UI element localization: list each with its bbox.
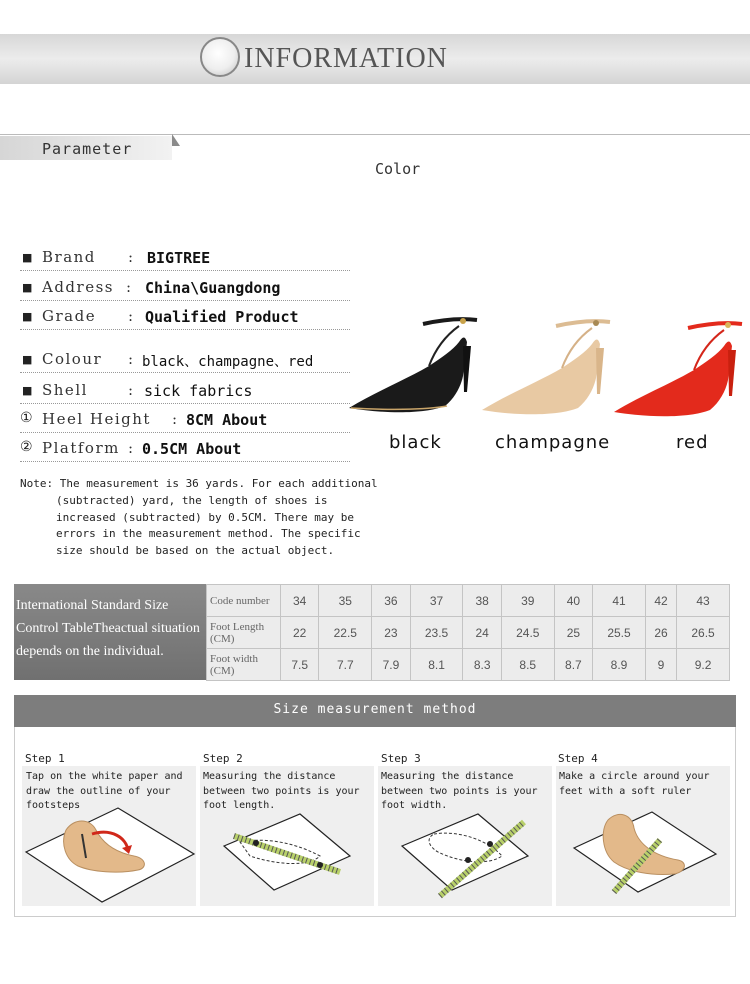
- shoe-champagne-body: [482, 340, 600, 415]
- table-cell: 37: [410, 585, 463, 617]
- shoe-red-ankle-strap: [688, 323, 742, 328]
- table-cell: 8.5: [501, 649, 554, 681]
- attribute-row-address: [20, 276, 350, 301]
- circled-one-icon: ①: [20, 410, 33, 426]
- attribute-label: Colour: [42, 350, 103, 368]
- attribute-row-shell: [20, 379, 350, 404]
- page-title: INFORMATION: [244, 43, 448, 74]
- attribute-value: 8CM About: [186, 411, 268, 429]
- attribute-label: Heel Height: [42, 410, 151, 428]
- tab-corner-icon: [172, 134, 180, 146]
- circled-two-icon: ②: [20, 439, 33, 455]
- attribute-value: China\Guangdong: [145, 279, 281, 297]
- divider: [0, 134, 750, 135]
- table-cell: 8.3: [463, 649, 501, 681]
- table-cell: 23: [372, 617, 410, 649]
- table-cell: 22.5: [319, 617, 372, 649]
- circle-ornament-icon: [200, 37, 240, 77]
- step-3-label: Step 3: [381, 752, 421, 765]
- shoe-black-buckle: [460, 318, 466, 324]
- attribute-separator: :: [172, 410, 179, 428]
- table-cell: 8.9: [593, 649, 646, 681]
- table-cell: 40: [554, 585, 592, 617]
- point-a: [465, 857, 471, 863]
- bullet-square-icon: ■: [22, 384, 33, 397]
- attribute-label: Platform: [42, 439, 120, 457]
- step-1-text: Tap on the white paper and draw the outline of your footsteps: [26, 771, 183, 811]
- shoe-champagne-buckle: [593, 320, 599, 326]
- point-a: [253, 840, 259, 846]
- note-continuation: (subtracted) yard, the length of shoes is increased (subtracted) by 0.5CM. There may be errors in the measurement method. The specific size should be based on the actual object.: [56, 493, 361, 558]
- attribute-value: BIGTREE: [147, 249, 211, 267]
- table-cell: 36: [372, 585, 410, 617]
- shoe-caption-champagne: champagne: [495, 432, 611, 453]
- shoe-champagne-image: [478, 308, 618, 420]
- step-1-label: Step 1: [25, 752, 65, 765]
- bullet-square-icon: ■: [22, 281, 33, 294]
- table-row: [207, 649, 730, 681]
- shoe-black-image: [345, 306, 485, 418]
- size-table-caption: International Standard Size Control TableTheactual situation depends on the individual.: [14, 584, 206, 680]
- table-cell: 24.5: [501, 617, 554, 649]
- row-header: Code number: [207, 585, 281, 617]
- table-cell: 22: [281, 617, 319, 649]
- attribute-separator: :: [126, 278, 133, 296]
- attribute-label: Grade: [42, 307, 97, 325]
- attribute-row-brand: [20, 246, 350, 271]
- bullet-square-icon: ■: [22, 251, 33, 264]
- table-cell: 34: [281, 585, 319, 617]
- measurement-note: [20, 476, 380, 560]
- attribute-row-colour: [20, 348, 350, 373]
- attribute-row-platform: [20, 437, 350, 462]
- table-cell: 24: [463, 617, 501, 649]
- parameter-tab-label: Parameter: [42, 140, 133, 158]
- table-cell: 25: [554, 617, 592, 649]
- note-first-line: Note: The measurement is 36 yards. For each additional: [20, 477, 378, 490]
- shoe-caption-red: red: [676, 432, 709, 453]
- row-header: Foot Length (CM): [207, 617, 281, 649]
- attribute-row-grade: [20, 305, 350, 330]
- attribute-value: black、champagne、red: [142, 354, 314, 370]
- shoe-caption-black: black: [389, 432, 442, 453]
- shoe-champagne-heel: [596, 348, 604, 394]
- table-cell: 8.1: [410, 649, 463, 681]
- step-2-illustration: [200, 800, 374, 904]
- attribute-separator: :: [128, 248, 135, 266]
- table-cell: 26.5: [677, 617, 730, 649]
- row-header: Foot width (CM): [207, 649, 281, 681]
- step-4-illustration: [556, 800, 730, 904]
- bullet-square-icon: ■: [22, 353, 33, 366]
- shoe-black-ankle-strap: [423, 319, 477, 324]
- step-2-text: Measuring the distance between two points is your foot length.: [203, 771, 360, 811]
- table-cell: 35: [319, 585, 372, 617]
- table-cell: 9.2: [677, 649, 730, 681]
- table-cell: 42: [645, 585, 676, 617]
- step-2-label: Step 2: [203, 752, 243, 765]
- attribute-label: Address: [42, 278, 114, 296]
- table-cell: 25.5: [593, 617, 646, 649]
- attribute-value: Qualified Product: [145, 308, 299, 326]
- table-cell: 23.5: [410, 617, 463, 649]
- table-cell: 7.5: [281, 649, 319, 681]
- attribute-separator: :: [128, 350, 135, 368]
- step-4-text: Make a circle around your feet with a soft ruler: [559, 771, 710, 797]
- step-4-label: Step 4: [558, 752, 598, 765]
- attribute-value: sick fabrics: [144, 382, 253, 400]
- color-section-title: Color: [375, 160, 421, 178]
- attribute-value: 0.5CM About: [142, 440, 242, 458]
- shoe-red-heel: [728, 350, 736, 396]
- table-cell: 9: [645, 649, 676, 681]
- step-3-text: Measuring the distance between two points is your foot width.: [381, 771, 538, 811]
- table-cell: 7.7: [319, 649, 372, 681]
- shoe-black-body: [349, 338, 467, 413]
- attribute-separator: :: [128, 307, 135, 325]
- shoe-champagne-ankle-strap: [556, 321, 610, 326]
- point-b: [317, 862, 323, 868]
- table-cell: 26: [645, 617, 676, 649]
- table-row: [207, 585, 730, 617]
- step-3-illustration: [378, 800, 552, 904]
- attribute-label: Brand: [42, 248, 96, 266]
- table-cell: 41: [593, 585, 646, 617]
- measurement-title: Size measurement method: [273, 702, 477, 717]
- table-cell: 38: [463, 585, 501, 617]
- table-cell: 7.9: [372, 649, 410, 681]
- attribute-separator: :: [128, 439, 135, 457]
- paper-sheet: [402, 814, 528, 890]
- table-cell: 8.7: [554, 649, 592, 681]
- shoe-red-body: [614, 342, 732, 417]
- point-b: [487, 841, 493, 847]
- bullet-square-icon: ■: [22, 310, 33, 323]
- shoe-red-image: [610, 310, 750, 422]
- shoe-red-buckle: [725, 322, 731, 328]
- attribute-label: Shell: [42, 381, 88, 399]
- table-cell: 39: [501, 585, 554, 617]
- table-row: [207, 617, 730, 649]
- shoe-black-heel: [463, 346, 471, 392]
- size-table: [206, 584, 730, 681]
- attribute-separator: :: [128, 381, 135, 399]
- table-cell: 43: [677, 585, 730, 617]
- attribute-row-heel-height: [20, 408, 350, 433]
- step-1-illustration: [22, 800, 196, 904]
